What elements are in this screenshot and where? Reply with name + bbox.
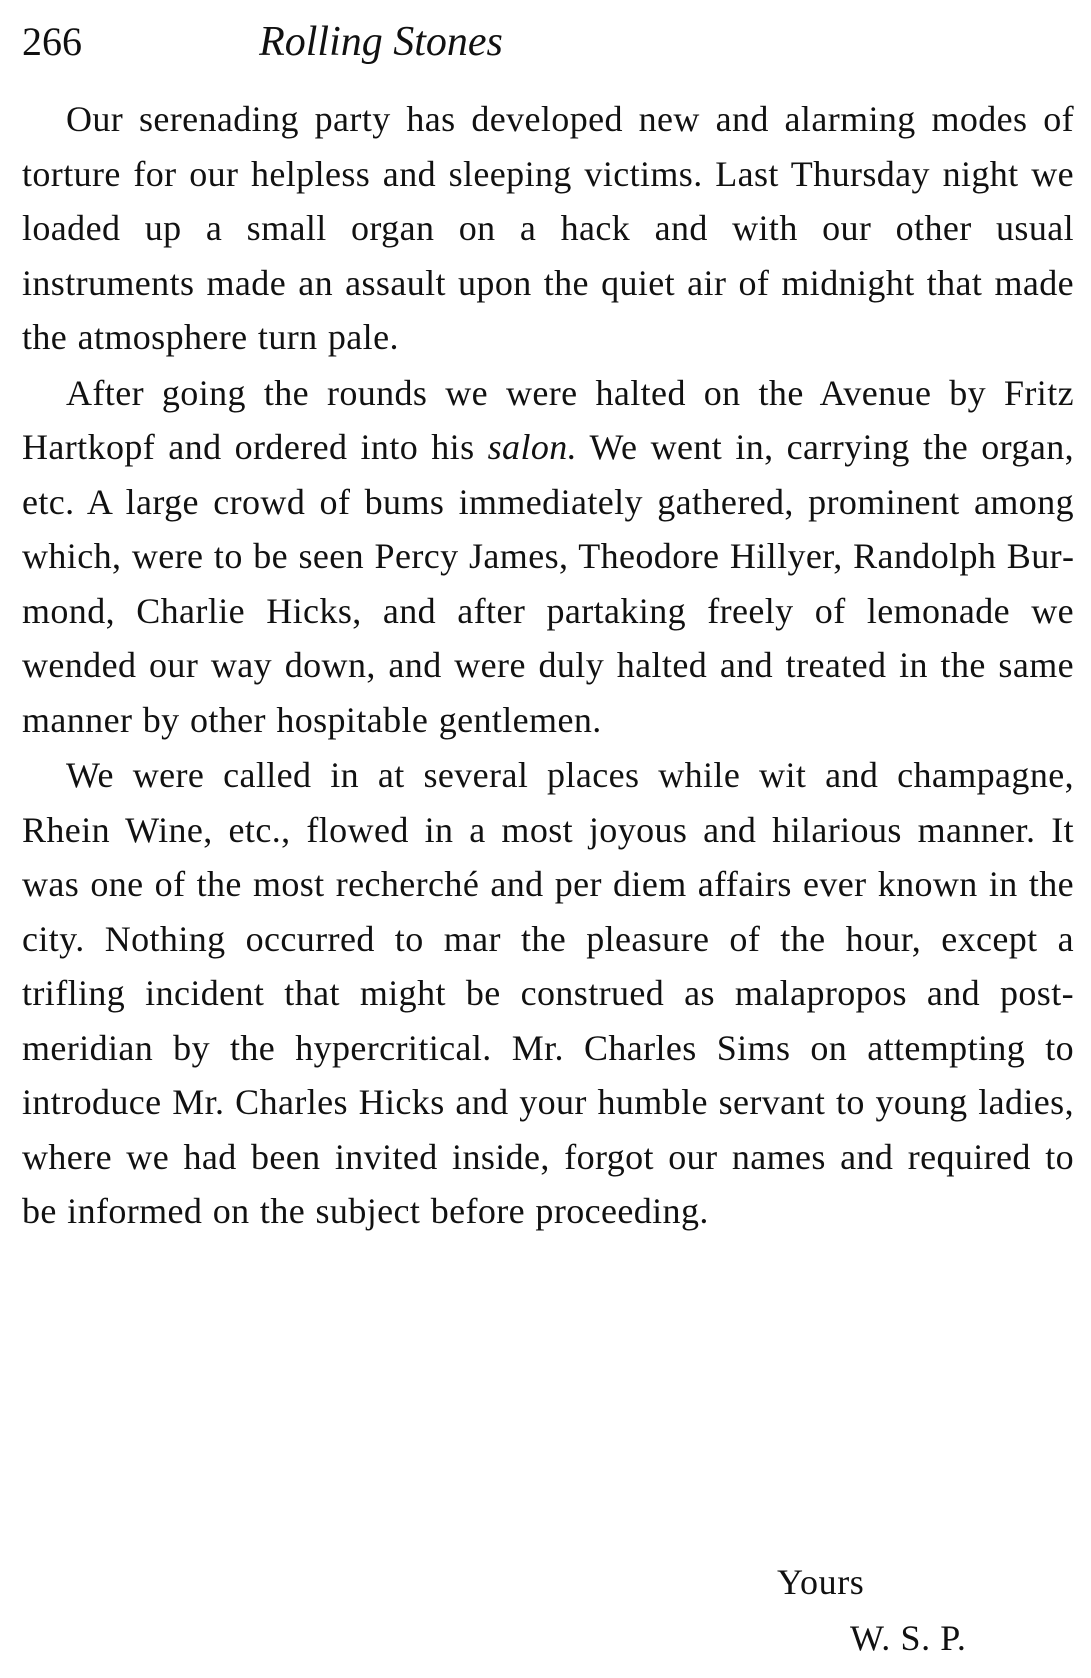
- italic-word-salon: salon.: [487, 427, 578, 467]
- signature-initials: W. S. P.: [850, 1618, 967, 1658]
- paragraph-text-start: After going the rounds we were halted on the Avenue by Fritz Hartkopf and ordered into his: [22, 372, 1074, 467]
- paragraph-text-end: We went in, carrying the organ, etc. A large crowd of bums immediately gathered, prominent among which, were to be seen Percy James, Theodore Hillyer, Randolph Burmond, Charlie Hicks, and after partaking freely of lemonade we wended our way down, and were duly halted and treated in the same manner by other hospitable gentlemen.: [22, 427, 1074, 740]
- closing-salutation: Yours: [777, 1562, 865, 1602]
- page-number: 266: [22, 19, 82, 64]
- book-page: [22, 0, 1074, 1678]
- paragraph-going-the-rounds: [22, 366, 1074, 748]
- paragraph-called-in: We were called in at several places while wit and champagne, Rhein Wine, etc., flowed in a most joyous and hilarious manner. It was one of the most recherché and per diem affairs ever known in the city. Nothing occurred to mar the pleasure of the hour, except a trifling incident that might be construed as malapropos and post-meridian by the hypercritical. Mr. Charles Sims on attempting to introduce Mr. Charles Hicks and your humble servant to young ladies, where we had been invited inside, forgot our names and required to be informed on the subject before proceeding.: [22, 755, 1074, 1231]
- running-head: [22, 16, 1074, 76]
- letter-closing: [22, 1554, 1074, 1666]
- paragraph-serenading-party: Our serenading party has developed new and alarming modes of torture for our helpless and sleeping victims. Last Thursday night we loaded up a small organ on a hack and with our other usual instruments made an assault upon the quiet air of midnight that made the atmosphere turn pale.: [22, 99, 1074, 357]
- book-title: Rolling Stones: [259, 19, 503, 65]
- body-text: [22, 92, 1074, 1240]
